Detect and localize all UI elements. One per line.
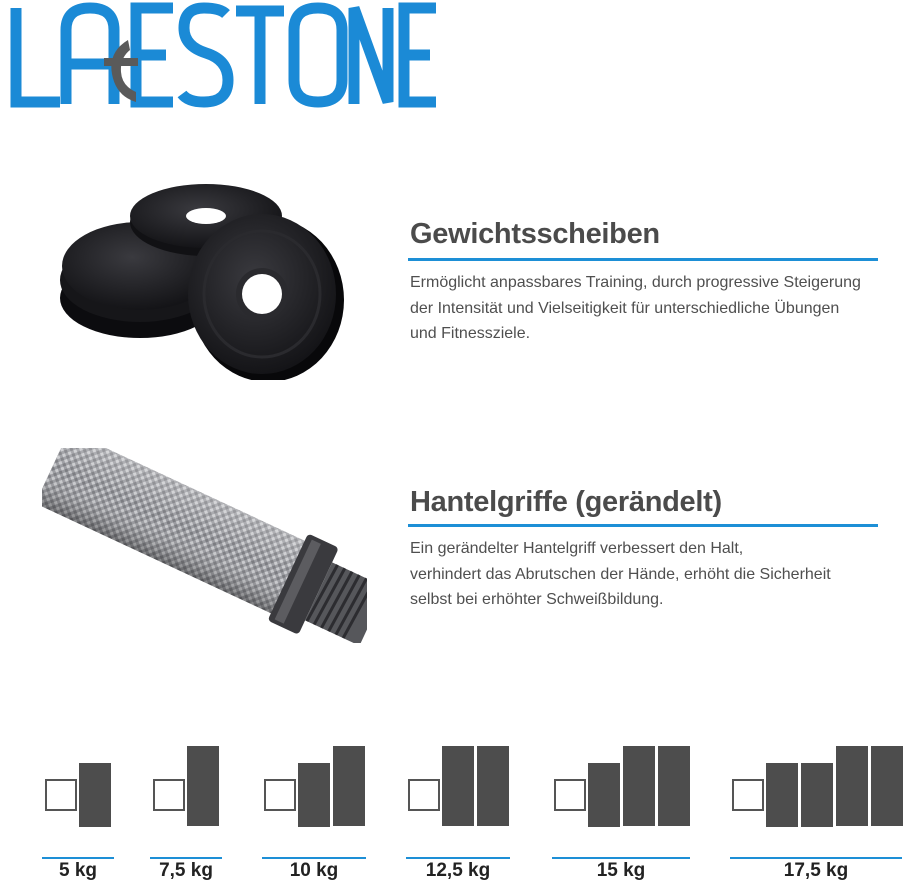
weight-label: 15 kg [596, 860, 646, 881]
weight-config-15kg [552, 740, 692, 888]
label-underline [262, 857, 366, 859]
handle-icon [153, 779, 185, 811]
weight-label: 12,5 kg [425, 860, 491, 881]
handle-icon [732, 779, 764, 811]
large-plate-icon [658, 746, 690, 826]
description-line: der Intensität und Vielseitigkeit für unterschiedliche Übungen [410, 299, 840, 317]
description-line: Ein gerändelter Hantelgriff verbessert den Halt, [410, 540, 744, 557]
feature-title-plates: Gewichtsscheiben [410, 218, 660, 250]
handle-icon [408, 779, 440, 811]
label-underline [406, 857, 510, 859]
small-plate-icon [588, 763, 620, 827]
weight-config-12-5kg [406, 740, 512, 888]
handle-icon [264, 779, 296, 811]
large-plate-icon [442, 746, 474, 826]
weight-label: 7,5 kg [159, 860, 213, 881]
feature-description-plates [410, 270, 890, 347]
small-plate-icon [801, 763, 833, 827]
large-plate-icon [836, 746, 868, 826]
feature-rule-handle [408, 524, 878, 527]
feature-rule-plates [408, 258, 878, 261]
brand-logo [8, 0, 438, 118]
small-plate-icon [79, 763, 111, 827]
large-plate-icon [187, 746, 219, 826]
weight-config-10kg [262, 740, 368, 888]
weight-configurations [0, 740, 908, 888]
weight-config-17-5kg [730, 740, 906, 888]
weight-plates-image [58, 180, 358, 380]
weight-label: 5 kg [58, 860, 98, 881]
label-underline [552, 857, 690, 859]
description-line: selbst bei erhöhter Schweißbildung. [410, 591, 664, 608]
large-plate-icon [871, 746, 903, 826]
label-underline [730, 857, 902, 859]
weight-label: 17,5 kg [783, 860, 849, 881]
description-line: verhindert das Abrutschen der Hände, erhöht die Sicherheit [410, 565, 831, 583]
knurled-handle-image [42, 448, 367, 643]
laestone-logo-icon [8, 0, 438, 118]
small-plate-icon [298, 763, 330, 827]
large-plate-icon [333, 746, 365, 826]
handle-icon [554, 779, 586, 811]
large-plate-icon [477, 746, 509, 826]
feature-description-handle [410, 536, 890, 613]
feature-title-handle: Hantelgriffe (gerändelt) [410, 486, 722, 518]
large-plate-icon [623, 746, 655, 826]
description-line: Ermöglicht anpassbares Training, durch progressive Steigerung [410, 274, 861, 291]
weight-label: 10 kg [289, 860, 339, 881]
small-plate-icon [766, 763, 798, 827]
weight-config-7-5kg [150, 740, 222, 888]
description-line: und Fitnessziele. [410, 325, 531, 342]
handle-icon [45, 779, 77, 811]
weight-config-5kg [42, 740, 116, 888]
label-underline [42, 857, 114, 859]
label-underline [150, 857, 222, 859]
